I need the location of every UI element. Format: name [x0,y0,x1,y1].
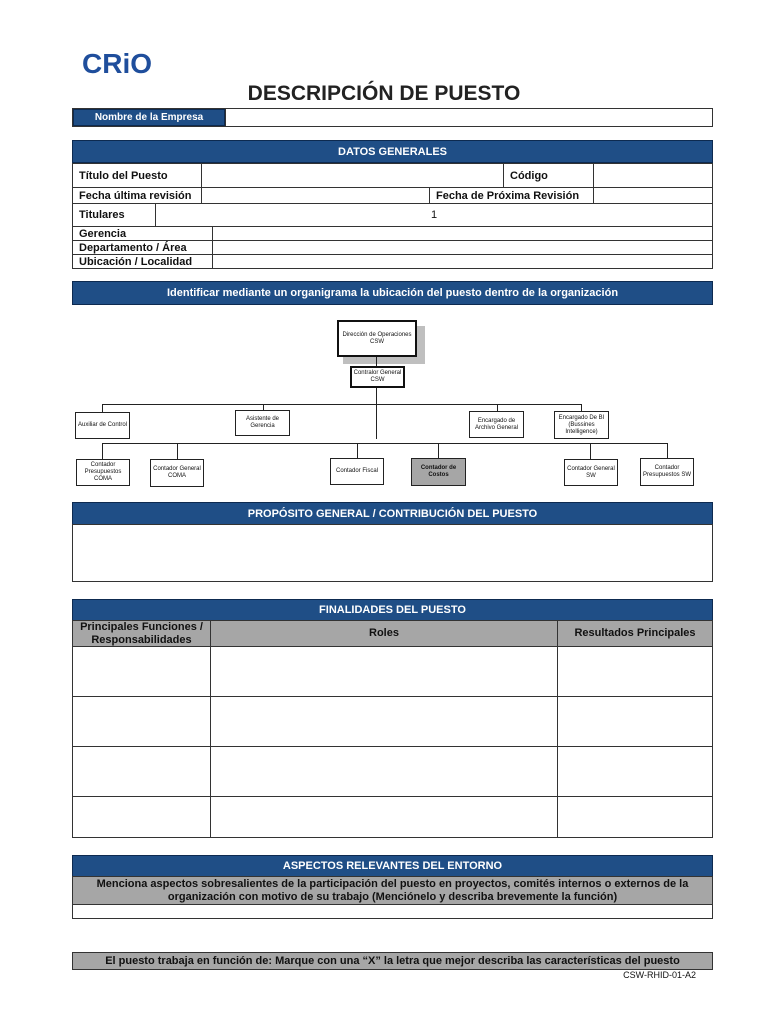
titulo-puesto-input[interactable] [201,163,504,188]
org-connector [590,443,591,460]
org-connector [357,443,358,459]
titulares-label: Titulares [72,203,156,227]
ubicacion-label: Ubicación / Localidad [72,254,213,269]
gerencia-input[interactable] [212,226,713,241]
gerencia-label: Gerencia [72,226,213,241]
organigrama-header: Identificar mediante un organigrama la ubicación del puesto dentro de la organización [72,281,713,305]
departamento-label: Departamento / Área [72,240,213,255]
empresa-input[interactable] [225,109,712,126]
fecha-ultima-input[interactable] [201,187,430,204]
fecha-proxima-input[interactable] [593,187,713,204]
finalidades-header: FINALIDADES DEL PUESTO [72,599,713,621]
org-connector [102,404,582,405]
org-contralor-general: Contralor General CSW [350,366,405,388]
fecha-proxima-label: Fecha de Próxima Revisión [429,187,594,204]
table-cell[interactable] [72,746,211,797]
org-connector [102,443,103,460]
empresa-label: Nombre de la Empresa [73,109,225,126]
page-title: DESCRIPCIÓN DE PUESTO [247,82,521,105]
org-contador-fiscal: Contador Fiscal [330,458,384,485]
crio-logo: CRiO [82,48,152,79]
codigo-input[interactable] [593,163,713,188]
org-auxiliar-control: Auxiliar de Control [75,412,130,439]
org-contador-presupuestos-sw: Contador Presupuestos SW [640,458,694,486]
departamento-input[interactable] [212,240,713,255]
col-funciones-header: Principales Funciones / Responsabilidades [72,620,211,647]
fecha-ultima-label: Fecha última revisión [72,187,202,204]
org-connector [376,357,377,366]
org-connector [102,443,668,444]
table-cell[interactable] [557,646,713,697]
org-connector [376,388,377,439]
org-connector [177,443,178,460]
table-cell[interactable] [210,646,558,697]
org-asistente-gerencia: Asistente de Gerencia [235,410,290,436]
aspectos-header: ASPECTOS RELEVANTES DEL ENTORNO [72,855,713,877]
org-encargado-archivo: Encargado de Archivo General [469,411,524,438]
col-roles-header: Roles [210,620,558,647]
org-contador-presupuestos-coma: Contador Presupuestos COMA [76,459,130,486]
org-contador-general-coma: Contador General COMA [150,459,204,487]
org-contador-costos: Contador de Costos [411,458,466,486]
col-resultados-header: Resultados Principales [557,620,713,647]
org-connector [667,443,668,459]
aspectos-input[interactable] [72,904,713,919]
table-cell[interactable] [72,646,211,697]
table-cell[interactable] [210,796,558,838]
proposito-textarea[interactable] [72,524,713,582]
table-cell[interactable] [210,696,558,747]
titulares-input[interactable]: 1 [155,203,713,227]
codigo-label: Código [503,163,594,188]
form-code: CSW-RHID-01-A2 [623,970,696,980]
table-cell[interactable] [557,696,713,747]
table-cell[interactable] [72,696,211,747]
org-direccion-operaciones: Dirección de Operaciones CSW [337,320,417,357]
proposito-header: PROPÓSITO GENERAL / CONTRIBUCIÓN DEL PUESTO [72,502,713,525]
org-connector [438,443,439,459]
trabajo-description: El puesto trabaja en función de: Marque con una “X” la letra que mejor describa las características del puesto [72,952,713,970]
org-encargado-bi: Encargado De BI (Bussines Intelligence) [554,411,609,439]
table-cell[interactable] [557,796,713,838]
titulo-puesto-label: Título del Puesto [72,163,202,188]
datos-generales-header: DATOS GENERALES [72,140,713,163]
table-cell[interactable] [72,796,211,838]
table-cell[interactable] [210,746,558,797]
table-cell[interactable] [557,746,713,797]
ubicacion-input[interactable] [212,254,713,269]
aspectos-description: Menciona aspectos sobresalientes de la participación del puesto en proyectos, comités internos o externos de la organización con motivo de su trabajo (Menciónelo y describa brevemente la función) [72,876,713,905]
org-contador-general-sw: Contador General SW [564,459,618,486]
